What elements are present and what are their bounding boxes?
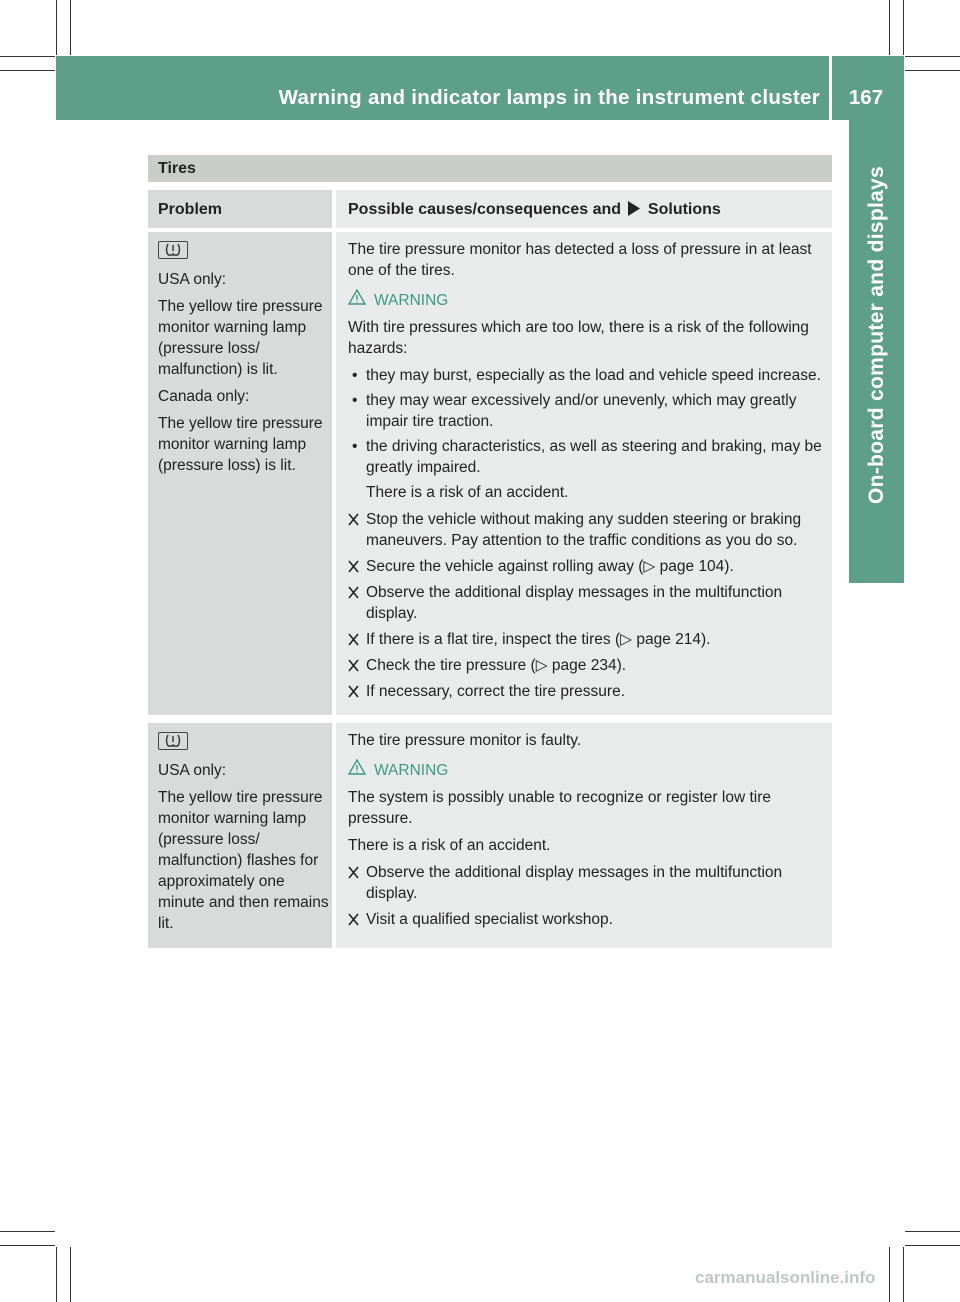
crop-mark: [0, 56, 55, 57]
bullet-item: • they may wear excessively and/or unevenly, which may greatly impair tire traction.: [348, 390, 826, 432]
action-item: If necessary, correct the tire pressure.: [348, 681, 826, 702]
action-item: Secure the vehicle against rolling away (▷ page 104).: [348, 556, 826, 577]
crop-mark: [905, 1231, 960, 1232]
action-item: Observe the additional display messages in the multifunction display.: [348, 582, 826, 624]
warning-heading: WARNING: [348, 759, 826, 781]
risk-text: There is a risk of an accident.: [366, 484, 569, 501]
action-arrow-icon: [348, 659, 359, 672]
action-arrow-icon: [348, 633, 359, 646]
crop-mark: [905, 70, 960, 71]
action-arrow-icon: [348, 513, 359, 526]
watermark: carmanualsonline.info: [695, 1268, 876, 1287]
action-item: Observe the additional display messages in the multifunction display.: [348, 862, 826, 904]
action-item: Visit a qualified specialist workshop.: [348, 909, 826, 930]
crop-mark: [889, 0, 890, 55]
crop-mark: [903, 0, 904, 55]
crop-mark: [56, 0, 57, 55]
action-arrow-icon: [348, 913, 359, 926]
problem-cell: USA only: The yellow tire pressure monitor warning lamp (pressure loss/ malfunction) is lit. Canada only: The yellow tire pressure monitor warning lamp (pressure loss) is lit.: [148, 232, 332, 715]
section-title: Tires: [148, 155, 832, 182]
action-arrow-icon: [348, 685, 359, 698]
tire-pressure-lamp-icon: [158, 732, 188, 750]
warning-heading: WARNING: [348, 289, 826, 311]
risk-text: There is a risk of an accident.: [348, 837, 551, 854]
crop-mark: [0, 1245, 55, 1246]
table-row: [148, 723, 832, 948]
problem-cell: USA only: The yellow tire pressure monitor warning lamp (pressure loss/ malfunction) flashes for approximately one minute and then remains lit.: [148, 723, 332, 948]
column-header-problem: Problem: [148, 190, 332, 228]
action-item: Check the tire pressure (▷ page 234).: [348, 655, 826, 676]
page-header-title: Warning and indicator lamps in the instrument cluster: [278, 86, 820, 109]
solutions-cell: The tire pressure monitor has detected a loss of pressure in at least one of the tires. WARNING With tire pressures which are too low, there is a risk of the following hazards: • they may burst, especially as the load and vehicle speed increase. • they may wear excessively and/or unevenly, which may greatly impair tire traction. • the driving characteristics, as well as steering and braking, may be greatly impaired. There is a risk of an accident. Stop the vehicle without making any sudden steering or braking maneuvers. Pay attention to the traffic conditions as you do so. Secure the vehicle against rolling away (▷ page 104). Observe the additional display messages in the multifunction display. If there is a flat tire, inspect the tires (▷ page 214). Check the tire pressure (▷ page 234). If necessary, correct the tire pressure.: [336, 232, 832, 715]
action-item: If there is a flat tire, inspect the tires (▷ page 214).: [348, 629, 826, 650]
crop-mark: [903, 1247, 904, 1302]
crop-mark: [0, 1231, 55, 1232]
crop-mark: [0, 70, 55, 71]
bullet-item: • the driving characteristics, as well as steering and braking, may be greatly impaired.: [348, 436, 826, 478]
page-number: 167: [848, 86, 884, 109]
crop-mark: [56, 1247, 57, 1302]
side-tab-label: On-board computer and displays: [865, 165, 888, 505]
bullet-item: • they may burst, especially as the load and vehicle speed increase.: [348, 365, 826, 386]
side-tab-marker: [849, 539, 904, 583]
action-arrow-icon: [348, 866, 359, 879]
tire-pressure-lamp-icon: [158, 241, 188, 259]
column-header-solutions: Possible causes/consequences and Solutions: [336, 190, 832, 228]
tires-table: [148, 155, 832, 948]
crop-mark: [889, 1247, 890, 1302]
crop-mark: [905, 1245, 960, 1246]
action-item: Stop the vehicle without making any sudden steering or braking maneuvers. Pay attention to the traffic conditions as you do so.: [348, 509, 826, 551]
table-row: [148, 232, 832, 715]
solutions-cell: The tire pressure monitor is faulty. WARNING The system is possibly unable to recognize or register low tire pressure. There is a risk of an accident. Observe the additional display messages in the multifunction display. Visit a qualified specialist workshop.: [336, 723, 832, 948]
crop-mark: [70, 1247, 71, 1302]
header-divider: [829, 56, 832, 120]
table-header-row: [148, 190, 832, 228]
warning-triangle-icon: [348, 759, 366, 775]
action-arrow-icon: [627, 201, 641, 216]
crop-mark: [70, 0, 71, 55]
crop-mark: [905, 56, 960, 57]
action-arrow-icon: [348, 586, 359, 599]
warning-triangle-icon: [348, 289, 366, 305]
action-arrow-icon: [348, 560, 359, 573]
